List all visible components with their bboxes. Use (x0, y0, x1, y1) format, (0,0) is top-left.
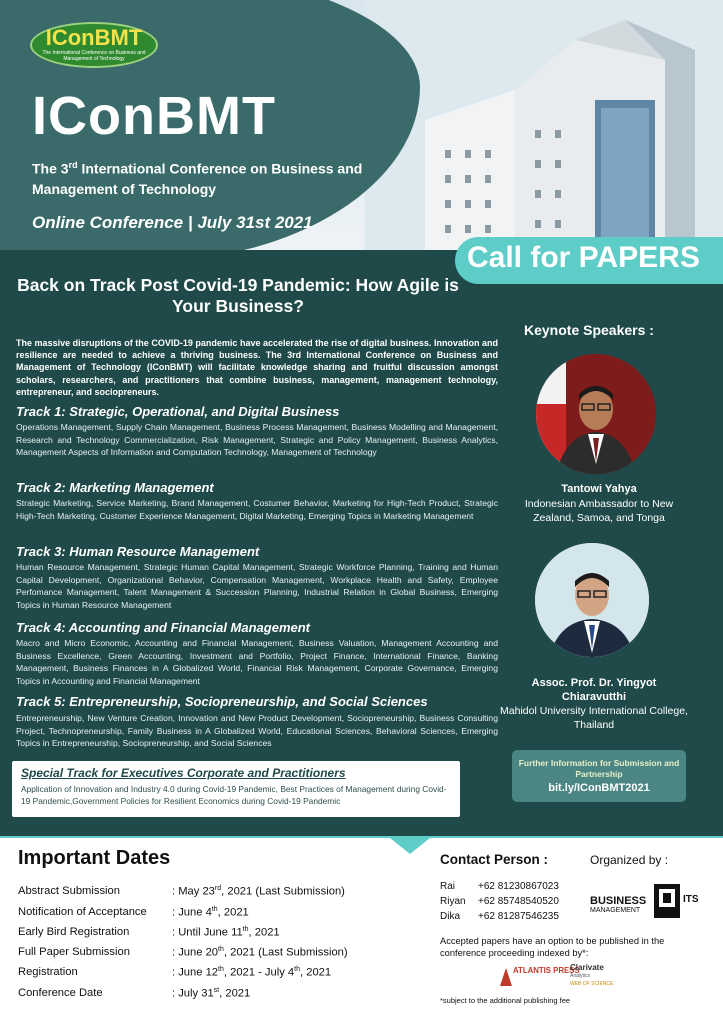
call-for-papers-text: Call for PAPERS (467, 241, 700, 274)
speaker-2-desc: Mahidol University International College, Thailand (500, 705, 688, 731)
date-value: : May 23rd, 2021 (Last Submission) (172, 885, 345, 898)
contact-name: Dika (440, 911, 461, 922)
date-label: Conference Date (18, 987, 103, 999)
speaker-2-photo (535, 543, 649, 657)
date-label: Early Bird Registration (18, 926, 130, 938)
subtitle-prefix: The 3 (32, 160, 69, 177)
svg-text:ITS: ITS (683, 894, 699, 905)
special-track-title: Special Track for Executives Corporate and Practitioners (21, 766, 346, 780)
contact-name: Rai (440, 881, 456, 892)
subtitle-sup: rd (68, 160, 78, 170)
date-label: Registration (18, 966, 78, 978)
speaker-1-photo (536, 354, 656, 474)
date-value: : July 31st, 2021 (172, 987, 251, 1000)
track-1-title: Track 1: Strategic, Operational, and Digital Business (16, 404, 340, 419)
organized-by-heading: Organized by : (590, 853, 669, 867)
track-4-body: Macro and Micro Economic, Accounting and Financial Management, Business Valuation, Management Accounting and Business Excellence, Green Accounting, Investment and Portfolio, Project Finance, International Finance, Banking Management, Business Finances in A Globalized World, Financial Risk Management, Corporate Governance, Emerging Topics in Accounting and Financial Management (16, 638, 498, 686)
track-3-title: Track 3: Human Resource Management (16, 544, 260, 559)
date-label: Notification of Acceptance (18, 906, 147, 918)
important-dates-heading: Important Dates (18, 847, 171, 869)
track-1-body: Operations Management, Supply Chain Management, Business Process Management, Business Modelling and Management, Research and Technology Commercialization, Risk Management, Strategic and Policy Management, Business Analytics, Management Aspects of Information and Computation Technology, Management of Technology (16, 422, 498, 458)
subtitle-rest: International Conference on Business and Management of Technology (32, 160, 363, 197)
intro-paragraph: The massive disruptions of the COVID-19 pandemic have accelerated the rise of digital business. Innovation and resilience are needed to achieve a thriving business. The 3rd International Conference on Business and Management of Technology (IConBMT) will facilitate knowledge sharing and fruitful discussion amongst scholars, researchers, and practitioners that combine business, management, management technology, entrepreneur, and sociopreneurs. (16, 338, 498, 397)
contact-person-heading: Contact Person : (440, 852, 549, 867)
poster-header (0, 0, 723, 262)
special-track-body: Application of Innovation and Industry 4.0 during Covid-19 Pandemic, Best Practices of Management during Covid-19 Pandemic,Government Policies for Resilient Economics during Covid-19 Pandemic (21, 784, 447, 806)
its-logo (654, 884, 706, 918)
track-5-title: Track 5: Entrepreneurship, Sociopreneurship, and Social Sciences (16, 694, 428, 709)
speaker-1-name: Tantowi Yahya (561, 483, 637, 495)
track-2-body: Strategic Marketing, Service Marketing, Brand Management, Costumer Behavior, Marketing for High-Tech Product, Strategic High-Tech Marketing, Customer Experience Management, Digital Marketing, Emerging Topics in Marketing Management (16, 498, 498, 521)
speaker-2-name: Assoc. Prof. Dr. Yingyot Chiaravutthi (531, 677, 657, 703)
date-value: : June 4th, 2021 (172, 906, 249, 919)
date-label: Full Paper Submission (18, 946, 130, 958)
logo-text: IConBMT (45, 25, 143, 50)
proceeding-note: Accepted papers have an option to be published in the conference proceeding indexed by*: (440, 936, 665, 958)
atlantis-press-text: ATLANTIS PRESS (513, 966, 580, 975)
logo-subtext: The International Conference on Business and Management of Technology (42, 50, 146, 62)
building-illustration (365, 0, 723, 262)
track-4-title: Track 4: Accounting and Financial Management (16, 620, 311, 635)
track-3-body: Human Resource Management, Strategic Human Capital Management, Strategic Workforce Planning, Training and Human Capital Development, Organizational Behavior, Compensation Management, Workplace Health and Safety, Employee Perfomance Management, Talent Management & Succession Planning, Industrial Relation in Global Business, Emerging Topics in Human Resource Management (16, 562, 498, 610)
conference-theme: Back on Track Post Covid-19 Pandemic: How Agile is Your Business? (17, 275, 459, 316)
contact-name: Riyan (440, 896, 466, 907)
publishing-fee-footnote: *subject to the additional publishing fee (440, 996, 571, 1005)
business-management-logo: BUSINESS MANAGEMENT (590, 895, 647, 914)
keynote-heading: Keynote Speakers : (524, 322, 654, 338)
date-value: : June 12th, 2021 - July 4th, 2021 (172, 966, 332, 979)
further-info-label: Further Information for Submission and Partnership (518, 758, 680, 779)
iconbmt-logo (30, 22, 158, 68)
online-conference-date: Online Conference | July 31st 2021 (32, 213, 313, 232)
date-label: Abstract Submission (18, 885, 120, 897)
speaker-1-desc: Indonesian Ambassador to New Zealand, Samoa, and Tonga (524, 498, 674, 524)
conference-title: IConBMT (32, 86, 276, 146)
clarivate-logo: Clarivate Analytics WEB OF SCIENCE (570, 963, 614, 987)
date-value: : Until June 11th, 2021 (172, 926, 280, 939)
date-value: : June 20th, 2021 (Last Submission) (172, 946, 348, 959)
further-info-link[interactable]: bit.ly/IConBMT2021 (548, 782, 650, 794)
conference-subtitle (32, 155, 372, 199)
track-2-title: Track 2: Marketing Management (16, 480, 214, 495)
contact-phone[interactable]: +62 81287546235 (478, 911, 559, 922)
contact-phone[interactable]: +62 85748540520 (478, 896, 559, 907)
contact-phone[interactable]: +62 81230867023 (478, 881, 559, 892)
track-5-body: Entrepreneurship, New Venture Creation, Innovation and New Product Development, Sociopreneurship, Business Consulting Project, Technopreneurship, Family Business in A Globalized World, Educational Sciences, Behavioral Sciences, Emerging Topics in Entrepreneurship, Sociopreneurship, and Social Sciences (16, 713, 498, 749)
